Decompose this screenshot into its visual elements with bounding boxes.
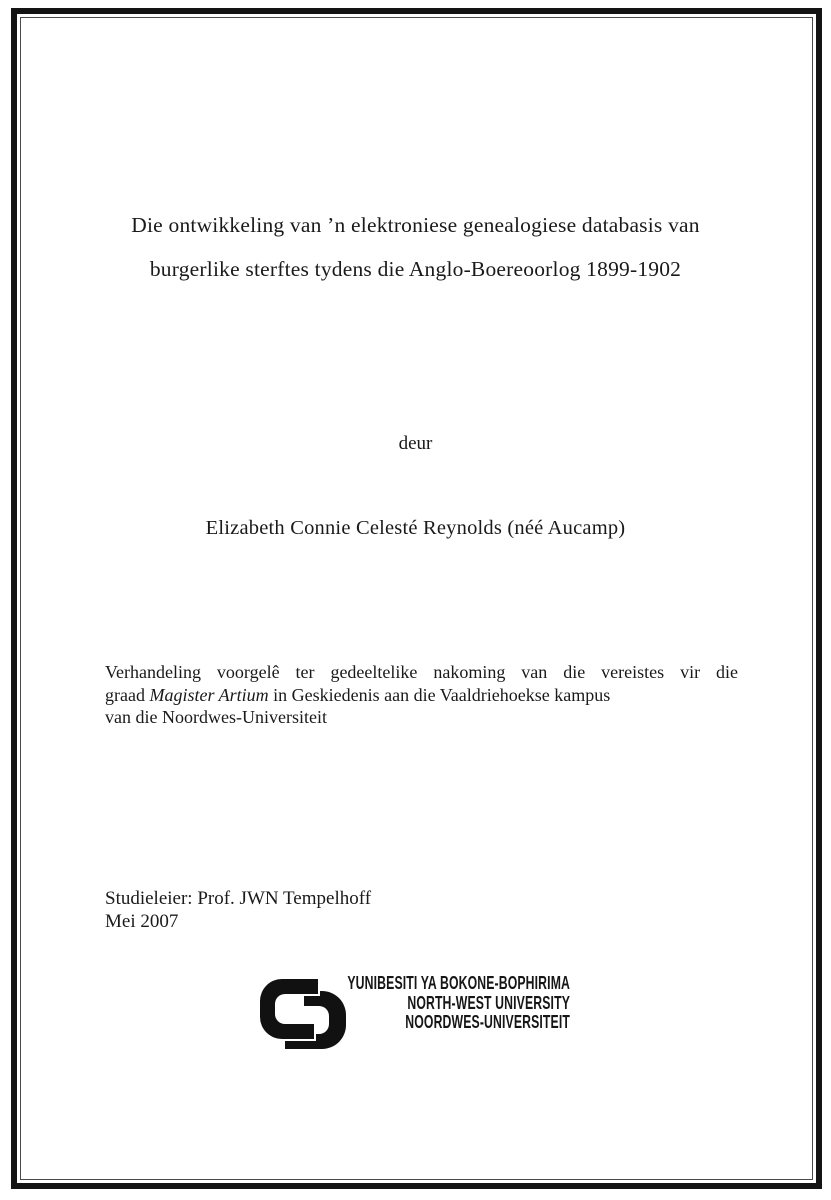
statement-line2-suffix: in Geskiedenis aan die Vaaldriehoekse kampus [268, 684, 611, 705]
statement-line2-prefix: graad [105, 684, 150, 705]
nwu-logo [258, 973, 598, 1052]
date-line: Mei 2007 [105, 910, 179, 932]
supervisor-block [105, 888, 371, 933]
submission-statement-line1: Verhandeling voorgelê ter gedeeltelike nakoming van die vereistes vir die [105, 662, 738, 682]
byline-deur: deur [398, 433, 433, 454]
thesis-title-line2: burgerlike sterftes tydens die Anglo-Boereoorlog 1899-1902 [149, 257, 682, 281]
author-name: Elizabeth Connie Celesté Reynolds (néé Aucamp) [205, 517, 626, 539]
degree-name-italic: Magister Artium [149, 684, 269, 705]
submission-statement-line3: van die Noordwes-Universiteit [105, 707, 327, 727]
thesis-title [0, 203, 831, 291]
thesis-title-line1: Die ontwikkeling van ’n elektroniese genealogiese databasis van [131, 213, 700, 237]
nwu-logo-text-english: NORTH-WEST UNIVERSITY [407, 992, 570, 1013]
submission-statement-line2 [105, 684, 738, 707]
nwu-logo-text-afrikaans: NOORDWES-UNIVERSITEIT [405, 1012, 570, 1032]
nwu-logo-text-setswana: YUNIBESITI YA BOKONE-BOPHIRIMA [347, 973, 570, 993]
supervisor-line: Studieleier: Prof. JWN Tempelhoff [105, 888, 372, 909]
nwu-logo-text [318, 974, 570, 1033]
submission-statement [105, 661, 738, 729]
